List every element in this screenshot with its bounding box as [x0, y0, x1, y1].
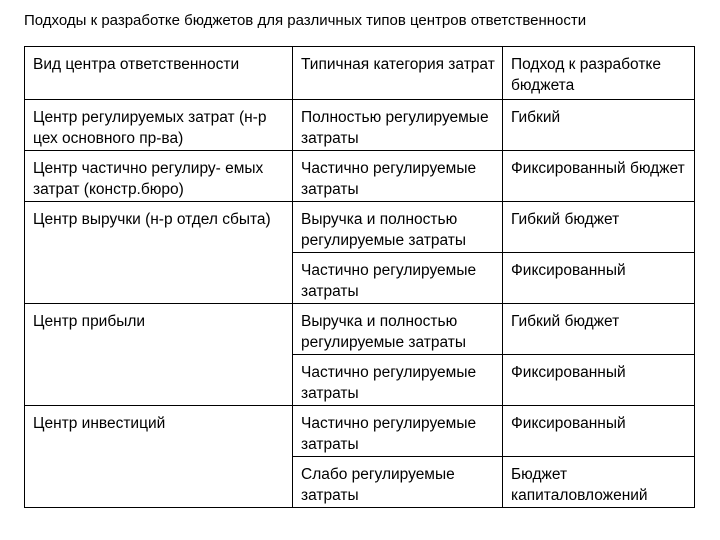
budget-approach-cell: Фиксированный бюджет: [503, 151, 695, 202]
center-name-cell: Центр инвестиций: [25, 406, 293, 508]
column-header-center-type: Вид центра ответственности: [25, 47, 293, 100]
center-name-cell: Центр частично регулиру- емых затрат (констр.бюро): [25, 151, 293, 202]
budget-approach-cell: Гибкий: [503, 100, 695, 151]
center-name-cell: Центр регулируемых затрат (н-р цех основного пр-ва): [25, 100, 293, 151]
table-row: [25, 304, 695, 355]
cost-category-cell: Выручка и полностью регулируемые затраты: [293, 202, 503, 253]
column-header-budget-approach: Подход к разработке бюджета: [503, 47, 695, 100]
budget-approach-cell: Фиксированный: [503, 253, 695, 304]
table-row: [25, 406, 695, 457]
cost-category-cell: Полностью регулируемые затраты: [293, 100, 503, 151]
cost-category-cell: Слабо регулируемые затраты: [293, 457, 503, 508]
budget-approach-cell: Фиксированный: [503, 355, 695, 406]
column-header-cost-category: Типичная категория затрат: [293, 47, 503, 100]
budget-approach-cell: Гибкий бюджет: [503, 202, 695, 253]
cost-category-cell: Частично регулируемые затраты: [293, 406, 503, 457]
budget-approach-cell: Бюджет капиталовложений: [503, 457, 695, 508]
budget-approach-cell: Гибкий бюджет: [503, 304, 695, 355]
table-header-row: [25, 47, 695, 100]
cost-category-cell: Частично регулируемые затраты: [293, 355, 503, 406]
table-row: [25, 202, 695, 253]
page-title: Подходы к разработке бюджетов для различных типов центров ответственности: [24, 12, 587, 29]
center-name-cell: Центр выручки (н-р отдел сбыта): [25, 202, 293, 304]
center-name-cell: Центр прибыли: [25, 304, 293, 406]
table-row: [25, 100, 695, 151]
table-row: [25, 151, 695, 202]
cost-category-cell: Частично регулируемые затраты: [293, 253, 503, 304]
cost-category-cell: Частично регулируемые затраты: [293, 151, 503, 202]
budget-approaches-table: [24, 46, 695, 508]
budget-approach-cell: Фиксированный: [503, 406, 695, 457]
cost-category-cell: Выручка и полностью регулируемые затраты: [293, 304, 503, 355]
